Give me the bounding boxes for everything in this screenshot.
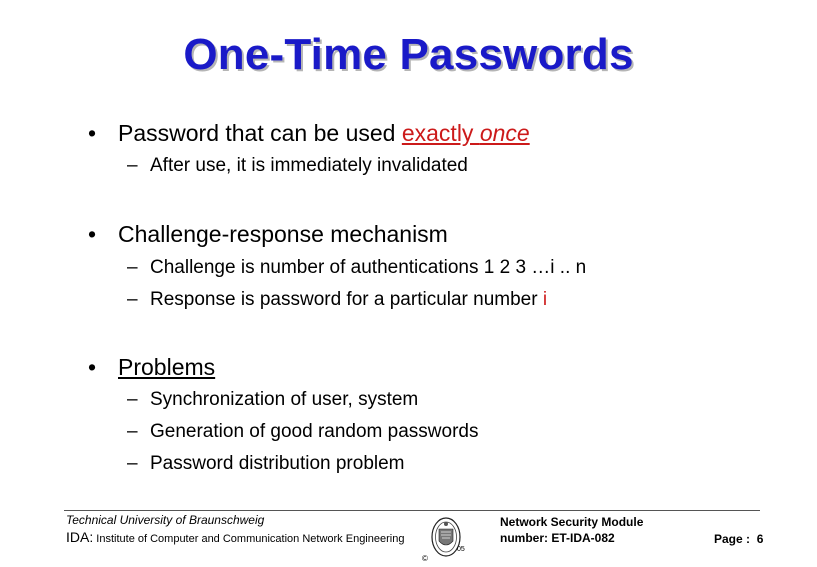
sub-bullet-synchronization [127,388,418,412]
sub-bullet-text: Challenge is number of authentications 1 2 3 …i .. n [150,257,587,278]
bullet-challenge-response [88,220,448,248]
bullet-highlight: exactly once [401,120,530,146]
bullet-marker: • [88,354,97,380]
footer-university: Technical University of Braunschweig [66,513,265,527]
dash-marker: – [127,389,138,410]
sub-bullet-challenge [127,256,586,280]
bullet-text: Problems [118,354,216,380]
footer-page-number: Page : 6 [714,532,764,546]
sub-bullet-text: After use, it is immediately invalidated [150,155,468,176]
sub-bullet-text: Generation of good random passwords [150,421,479,442]
sub-bullet-highlight: i [542,289,548,310]
dash-marker: – [127,289,138,310]
seal-copyright: © [422,554,428,563]
bullet-one-time-password [88,119,530,147]
sub-bullet-text: Synchronization of user, system [150,389,419,410]
dash-marker: – [127,453,138,474]
bullet-marker: • [88,120,97,146]
sub-bullet-distribution [127,452,405,476]
dash-marker: – [127,155,138,176]
dash-marker: – [127,257,138,278]
seal-year: 05 [457,546,465,553]
footer-divider [64,510,760,511]
footer-institute: IDA: Institute of Computer and Communication Network Engineering [66,529,405,545]
sub-bullet-generation [127,420,478,444]
university-seal-icon [419,511,469,565]
slide-title: One-Time Passwords [183,30,634,79]
sub-bullet-text: Response is password for a particular number [150,289,543,310]
bullet-text: Password that can be used [118,120,402,146]
bullet-text: Challenge-response mechanism [118,221,448,247]
bullet-marker: • [88,221,97,247]
footer-module: Network Security Module number: ET-IDA-082 [500,515,644,545]
sub-bullet-invalidated [127,154,468,178]
sub-bullet-response [127,288,547,312]
dash-marker: – [127,421,138,442]
bullet-problems [88,353,215,381]
sub-bullet-text: Password distribution problem [150,453,405,474]
